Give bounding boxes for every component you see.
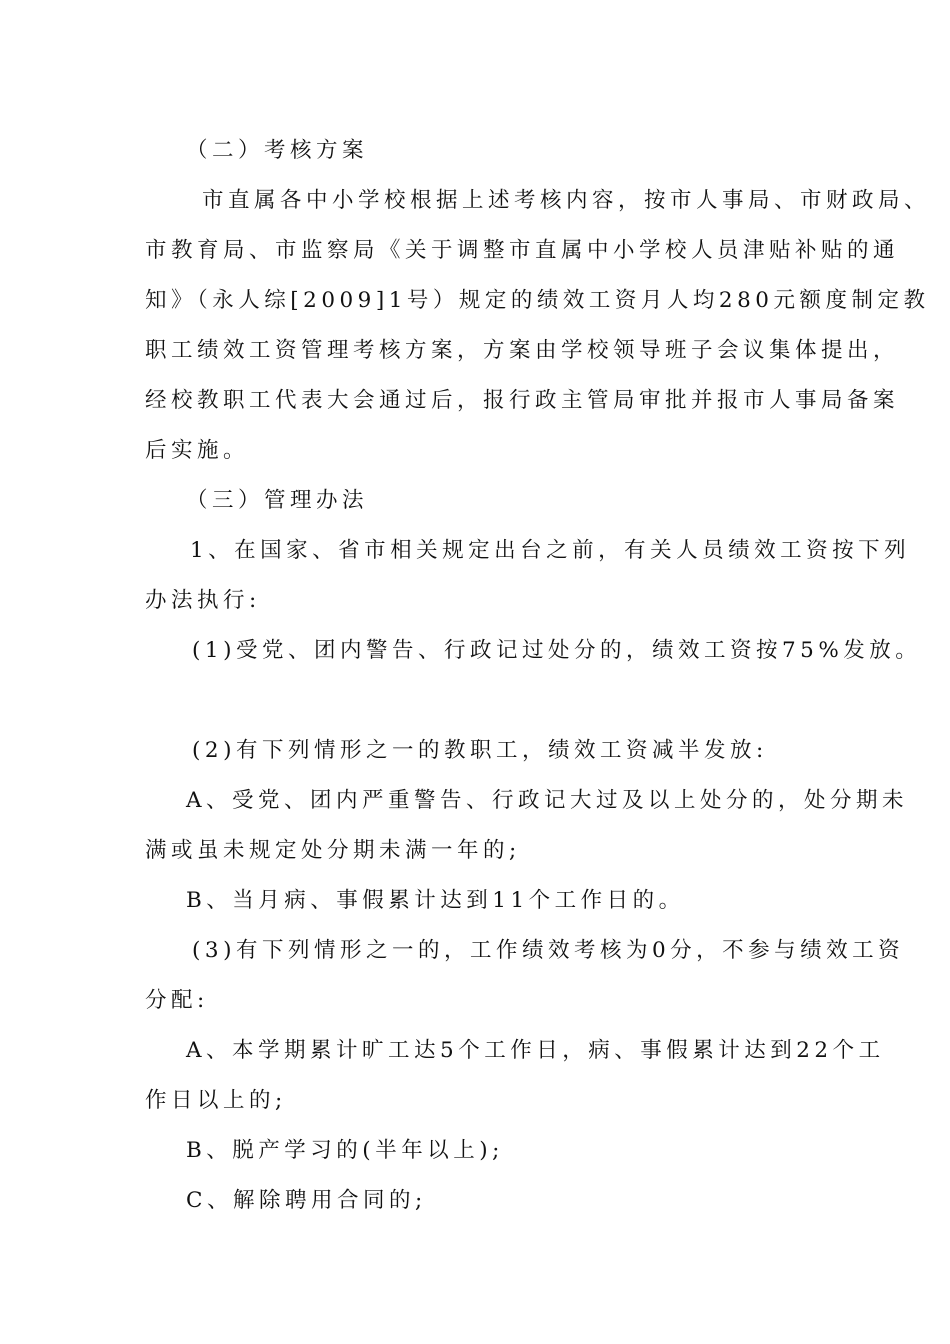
paragraph-line: 市教育局、市监察局《关于调整市直属中小学校人员津贴补贴的通 bbox=[145, 238, 900, 263]
paragraph-line: 作日以上的; bbox=[145, 1088, 287, 1113]
paragraph-line: 办法执行: bbox=[145, 588, 261, 613]
paragraph-line: 职工绩效工资管理考核方案，方案由学校领导班子会议集体提出， bbox=[145, 338, 900, 363]
paragraph-line: 满或虽未规定处分期未满一年的; bbox=[145, 838, 521, 863]
paragraph-line: A、本学期累计旷工达5个工作日，病、事假累计达到22个工 bbox=[186, 1038, 885, 1063]
list-item-1: (1)受党、团内警告、行政记过处分的，绩效工资按75%发放。 bbox=[192, 638, 922, 663]
list-item-3: (3)有下列情形之一的，工作绩效考核为0分，不参与绩效工资 bbox=[192, 938, 905, 963]
paragraph-line: 1、在国家、省市相关规定出台之前，有关人员绩效工资按下列 bbox=[190, 538, 911, 563]
paragraph-line: 知》（永人综[2009]1号）规定的绩效工资月人均280元额度制定教 bbox=[145, 288, 930, 313]
section-heading-management-method: （三）管理办法 bbox=[186, 488, 369, 513]
paragraph-line: 经校教职工代表大会通过后，报行政主管局审批并报市人事局备案 bbox=[145, 388, 900, 413]
paragraph-line: 分配: bbox=[145, 988, 209, 1013]
paragraph-line: B、脱产学习的(半年以上); bbox=[186, 1138, 504, 1163]
paragraph-line: 市直属各中小学校根据上述考核内容，按市人事局、市财政局、 bbox=[202, 188, 931, 213]
paragraph-line: 后实施。 bbox=[145, 438, 250, 463]
paragraph-line: C、解除聘用合同的; bbox=[186, 1188, 427, 1213]
paragraph-line: A、受党、团内严重警告、行政记大过及以上处分的，处分期未 bbox=[186, 788, 909, 813]
section-heading-assessment-plan: （二）考核方案 bbox=[186, 138, 369, 163]
paragraph-line: B、当月病、事假累计达到11个工作日的。 bbox=[186, 888, 685, 913]
list-item-2: (2)有下列情形之一的教职工，绩效工资减半发放: bbox=[192, 738, 768, 763]
